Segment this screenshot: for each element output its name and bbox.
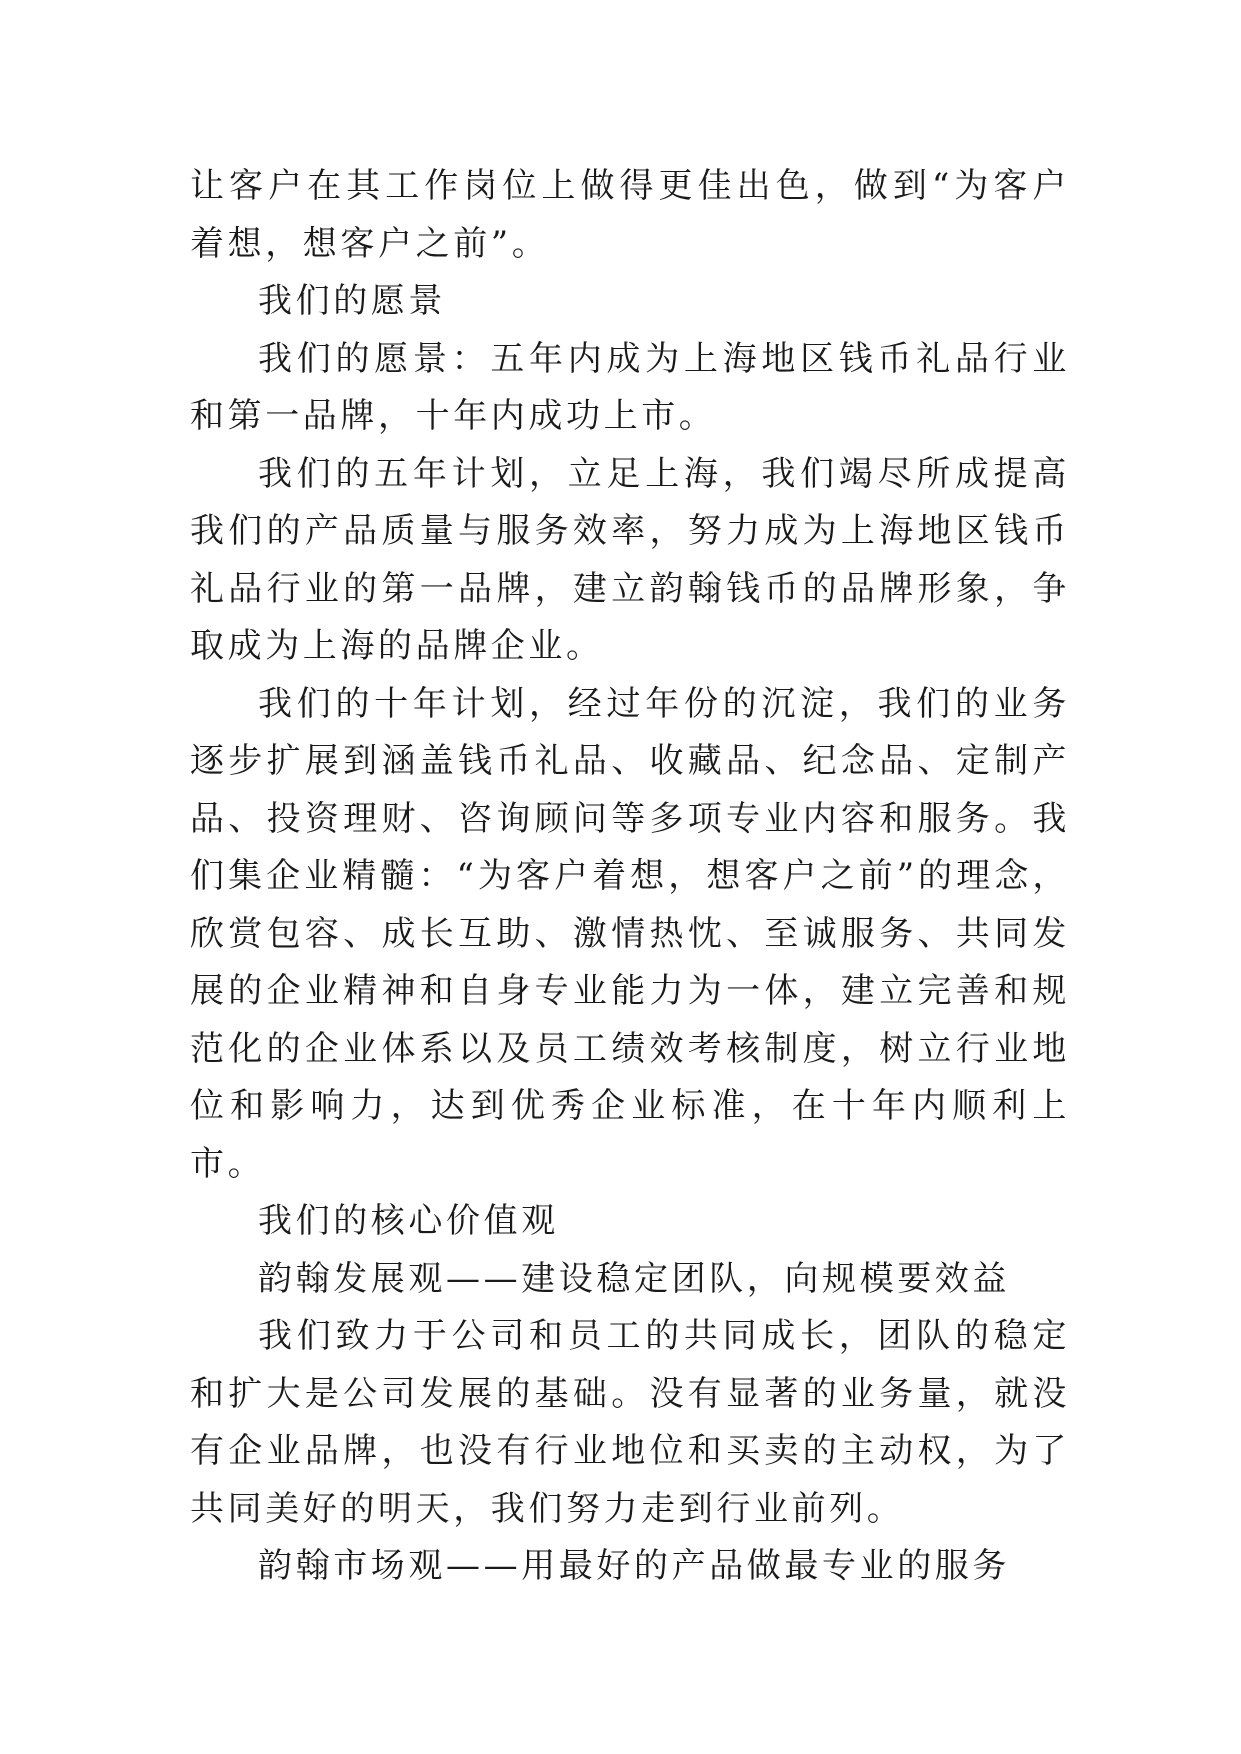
paragraph-vision: 我们的愿景：五年内成为上海地区钱币礼品行业和第一品牌，十年内成功上市。 <box>190 338 1070 436</box>
heading-market-view: 韵翰市场观——用最好的产品做最专业的服务 <box>258 1546 1010 1586</box>
document-body <box>190 158 1070 1596</box>
heading-vision: 我们的愿景 <box>258 281 446 321</box>
paragraph-five-year-plan: 我们的五年计划，立足上海，我们竭尽所成提高我们的产品质量与服务效率，努力成为上海地区钱币礼品行业的第一品牌，建立韵翰钱币的品牌形象，争取成为上海的品牌企业。 <box>190 453 1070 666</box>
heading-development-view: 韵翰发展观——建设稳定团队，向规模要效益 <box>258 1258 1010 1299</box>
heading-core-values: 我们的核心价值观 <box>258 1201 559 1241</box>
paragraph-ten-year-plan: 我们的十年计划，经过年份的沉淀，我们的业务逐步扩展到涵盖钱币礼品、收藏品、纪念品、定制产品、投资理财、咨询顾问等多项专业内容和服务。我们集企业精髓：“为客户着想，想客户之前”的理念，欣赏包容、成长互助、激情热忱、至诚服务、共同发展的企业精神和自身专业能力为一体，建立完善和规范化的企业体系以及员工绩效考核制度，树立行业地位和影响力，达到优秀企业标准，在十年内顺利上市。 <box>190 683 1070 1184</box>
paragraph-development-view: 我们致力于公司和员工的共同成长，团队的稳定和扩大是公司发展的基础。没有显著的业务量，就没有企业品牌，也没有行业地位和买卖的主动权，为了共同美好的明天，我们努力走到行业前列。 <box>190 1316 1070 1529</box>
paragraph-continuation: 让客户在其工作岗位上做得更佳出色，做到“为客户着想，想客户之前”。 <box>190 166 1070 264</box>
